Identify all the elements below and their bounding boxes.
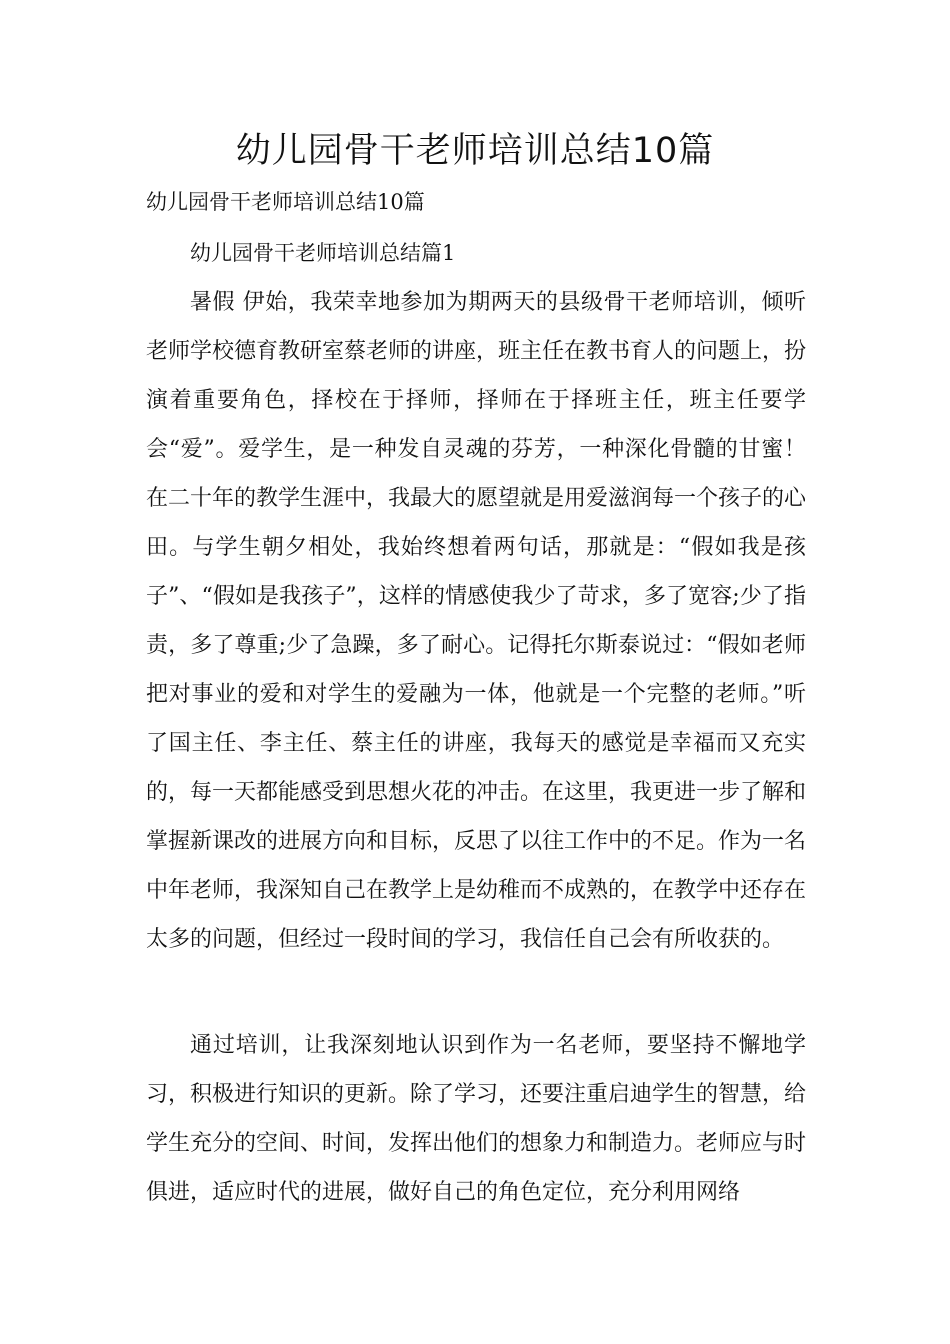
document-subtitle: 幼儿园骨干老师培训总结10篇 bbox=[146, 190, 425, 214]
document-title: 幼儿园骨干老师培训总结10篇 bbox=[235, 131, 715, 171]
section-heading: 幼儿园骨干老师培训总结篇1 bbox=[190, 241, 456, 265]
body-paragraph-1: 暑假 伊始，我荣幸地参加为期两天的县级骨干老师培训，倾听老师学校德育教研室蔡老师的讲座，班主任在教书育人的问题上，扮演着重要角色，择校在于择师，择师在于择班主任，班主任要学会“爱”。爱学生，是一种发自灵魂的芬芳，一种深化骨髓的甘蜜！在二十年的教学生涯中，我最大的愿望就是用爱滋润每一个孩子的心田。与学生朝夕相处，我始终想着两句话，那就是：“假如我是孩子”、“假如是我孩子”，这样的情感使我少了苛求，多了宽容;少了指责，多了尊重;少了急躁，多了耐心。记得托尔斯泰说过：“假如老师把对事业的爱和对学生的爱融为一体，他就是一个完整的老师。”听了国主任、李主任、蔡主任的讲座，我每天的感觉是幸福而又充实的，每一天都能感受到思想火花的冲击。在这里，我更进一步了解和掌握新课改的进展方向和目标，反思了以往工作中的不足。作为一名中年老师，我深知自己在教学上是幼稚而不成熟的，在教学中还存在太多的问题，但经过一段时间的学习，我信任自己会有所收获的。 bbox=[146, 290, 807, 952]
body-paragraph-2: 通过培训，让我深刻地认识到作为一名老师，要坚持不懈地学习，积极进行知识的更新。除了学习，还要注重启迪学生的智慧，给学生充分的空间、时间，发挥出他们的想象力和制造力。老师应与时俱进，适应时代的进展，做好自己的角色定位，充分利用网络 bbox=[146, 1033, 807, 1205]
